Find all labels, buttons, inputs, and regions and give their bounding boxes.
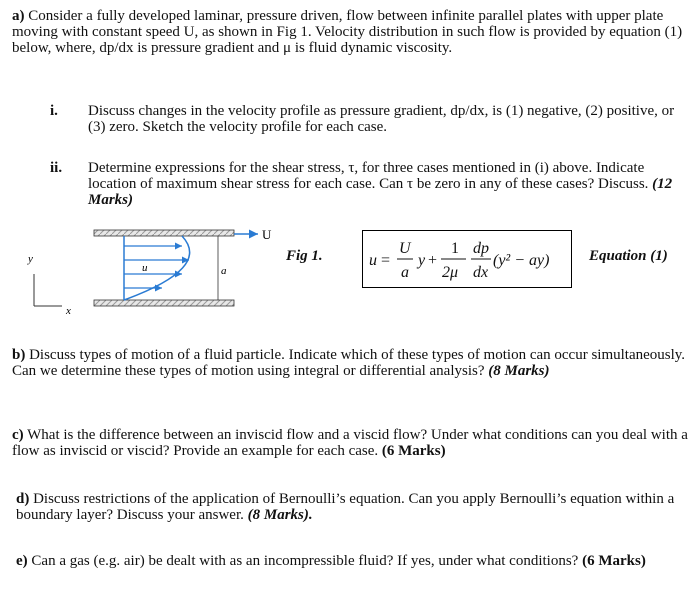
part-e-label: e) bbox=[16, 553, 28, 569]
label-y: y bbox=[28, 253, 33, 265]
label-a: a bbox=[221, 265, 227, 277]
part-e-marks: (6 Marks) bbox=[582, 553, 646, 569]
part-d-paragraph bbox=[16, 491, 690, 523]
part-d-text: Discuss restrictions of the application of Bernoulli’s equation. Can you apply Bernoulli’s equation within a boundary layer? Discuss your answer. bbox=[16, 491, 675, 523]
part-a-label: a) bbox=[12, 8, 25, 24]
eq-a: a bbox=[401, 264, 409, 281]
upper-plate bbox=[94, 230, 234, 236]
eq-one: 1 bbox=[451, 240, 459, 257]
part-b-paragraph bbox=[12, 347, 690, 379]
eq-paren: (y² − ay) bbox=[493, 252, 550, 269]
eq-two-mu: 2μ bbox=[442, 264, 459, 281]
label-x: x bbox=[66, 305, 71, 317]
part-d-label: d) bbox=[16, 491, 30, 507]
label-u: u bbox=[142, 262, 148, 274]
eq-u: u bbox=[369, 252, 377, 269]
part-a-paragraph bbox=[12, 8, 690, 56]
part-b-label: b) bbox=[12, 347, 26, 363]
fig1-caption: Fig 1. bbox=[286, 248, 323, 264]
part-e-text: Can a gas (e.g. air) be dealt with as an incompressible fluid? If yes, under what conditions? bbox=[31, 553, 579, 569]
eq-dx: dx bbox=[473, 264, 489, 281]
fig1-diagram bbox=[22, 222, 282, 322]
item-ii-text bbox=[88, 160, 686, 208]
part-c-paragraph bbox=[12, 427, 690, 459]
part-d-marks: (8 Marks). bbox=[247, 507, 313, 523]
item-ii-number: ii. bbox=[50, 160, 63, 176]
part-c-label: c) bbox=[12, 427, 24, 443]
part-c-marks: (6 Marks) bbox=[381, 443, 446, 459]
eq-plus: + bbox=[428, 252, 438, 269]
equation-label: Equation (1) bbox=[589, 248, 668, 264]
eq-dp: dp bbox=[473, 240, 489, 257]
eq-y: y bbox=[418, 252, 426, 269]
item-ii-marks: (12 Marks) bbox=[88, 176, 673, 208]
item-ii-body: Determine expressions for the shear stress, τ, for three cases mentioned in (i) above. Indicate location of maximum shear stress for each case. Can τ be zero in any of these cases? Discuss. bbox=[88, 160, 649, 192]
part-c-text: What is the difference between an inviscid flow and a viscid flow? Under what conditions can you deal with a flow as inviscid or viscid? Provide an example for each case. bbox=[12, 427, 688, 459]
label-U: U bbox=[262, 227, 272, 242]
part-b-marks: (8 Marks) bbox=[488, 363, 550, 379]
eq-U: U bbox=[399, 240, 411, 257]
item-i-number: i. bbox=[50, 103, 58, 119]
part-a-text: Consider a fully developed laminar, pressure driven, flow between infinite parallel plates with upper plate moving with constant speed U, as shown in Fig 1. Velocity distribution in such flow is provided by equation (1) below, where, dp/dx is pressure gradient and μ is fluid dynamic viscosity. bbox=[12, 8, 683, 56]
equation-box bbox=[362, 230, 572, 288]
eq-equals: = bbox=[381, 252, 391, 269]
equation-1 bbox=[363, 231, 573, 289]
item-i-text: Discuss changes in the velocity profile as pressure gradient, dp/dx, is (1) negative, (2) positive, or (3) zero. Sketch the velocity profile for each case. bbox=[88, 103, 675, 135]
part-e-paragraph bbox=[16, 553, 690, 569]
part-b-text: Discuss types of motion of a fluid particle. Indicate which of these types of motion can occur simultaneously. Can we determine these types of motion using integral or differential analysis? bbox=[12, 347, 686, 379]
lower-plate bbox=[94, 300, 234, 306]
